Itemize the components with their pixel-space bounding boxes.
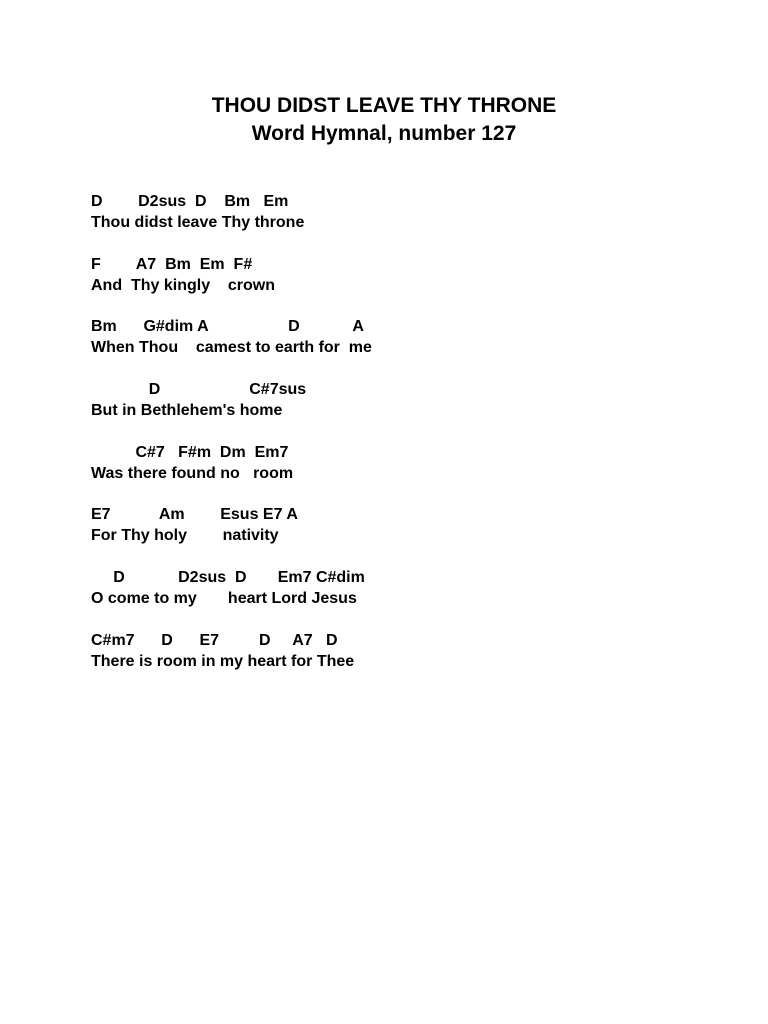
lyric-line: For Thy holy nativity <box>91 527 279 545</box>
chord-line: D D2sus D Em7 C#dim <box>91 569 365 587</box>
verse-line-4 <box>91 379 711 442</box>
verse-line-5 <box>91 442 711 505</box>
verse-line-6 <box>91 504 711 567</box>
chord-line: C#m7 D E7 D A7 D <box>91 631 338 649</box>
lyric-line: Was there found no room <box>91 464 294 482</box>
chord-line: D D2sus D Bm Em <box>91 193 289 210</box>
verse-line-2 <box>91 254 711 317</box>
verse-line-7 <box>91 567 711 630</box>
chord-line: Bm G#dim A D A <box>91 318 364 336</box>
verse-line-3 <box>91 316 711 379</box>
song-title: THOU DIDST LEAVE THY THRONE <box>211 94 557 117</box>
lyric-line: O come to my heart Lord Jesus <box>91 590 357 608</box>
lyric-line: There is room in my heart for Thee <box>91 652 355 670</box>
title-block <box>0 92 768 148</box>
hymnal-reference: Word Hymnal, number 127 <box>251 122 517 145</box>
lyric-line: Thou didst leave Thy throne <box>91 214 305 231</box>
lyric-line: And Thy kingly crown <box>91 276 276 294</box>
verse-line-1 <box>91 191 711 254</box>
chord-line: F A7 Bm Em F# <box>91 255 253 273</box>
chord-line: C#7 F#m Dm Em7 <box>91 443 289 461</box>
chord-line: E7 Am Esus E7 A <box>91 506 298 524</box>
lyric-line: But in Bethlehem's home <box>91 402 283 420</box>
chord-sheet <box>91 191 711 693</box>
verse-line-8 <box>91 630 711 693</box>
lyric-line: When Thou camest to earth for me <box>91 339 372 357</box>
chord-line: D C#7sus <box>91 381 307 399</box>
